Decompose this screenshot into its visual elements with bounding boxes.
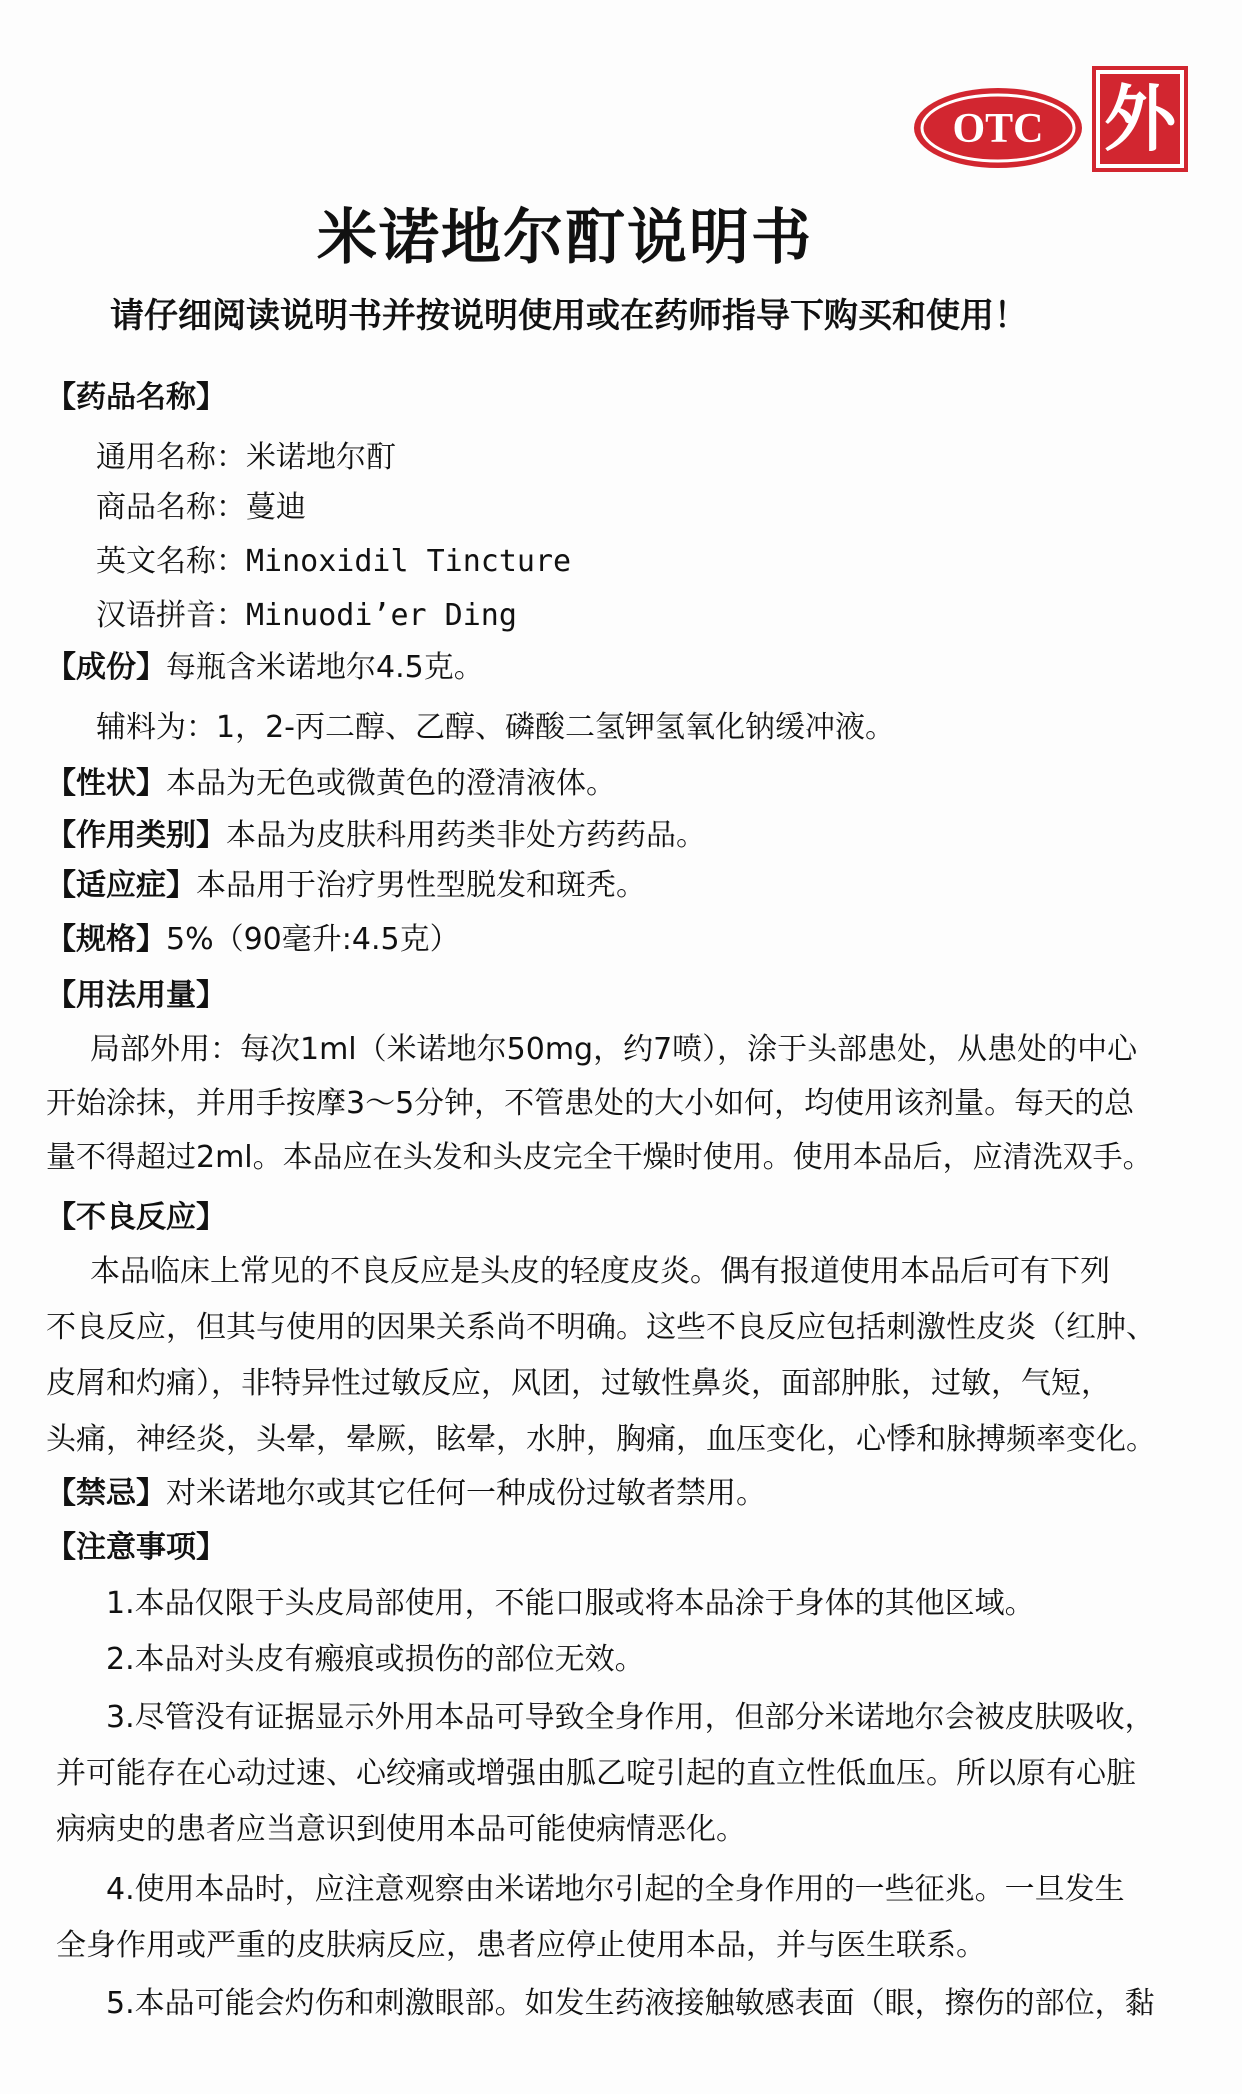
reading-notice: 请仔细阅读说明书并按说明使用或在药师指导下购买和使用！ xyxy=(110,296,1028,336)
caution-5-line-1: 5.本品可能会灼伤和刺激眼部。如发生药液接触敏感表面（眼，擦伤的部位，黏 xyxy=(106,1986,1155,2021)
section-heading-ingredients: 【成份】 xyxy=(46,650,166,685)
section-heading-spec: 【规格】 xyxy=(46,922,166,957)
adverse-line-3: 皮屑和灼痛），非特异性过敏反应，风团，过敏性鼻炎，面部肿胀，过敏，气短， xyxy=(46,1366,1111,1401)
adverse-line-2: 不良反应，但其与使用的因果关系尚不明确。这些不良反应包括刺激性皮炎（红肿、 xyxy=(46,1310,1156,1345)
spec-text: 5%（90毫升:4.5克） xyxy=(166,922,460,957)
indication-row xyxy=(46,866,646,906)
contra-text: 对米诺地尔或其它任何一种成份过敏者禁用。 xyxy=(166,1476,766,1511)
generic-name: 通用名称：米诺地尔酊 xyxy=(96,440,396,475)
section-heading-caution: 【注意事项】 xyxy=(46,1530,226,1565)
contra-row xyxy=(46,1474,766,1514)
caution-3-line-1: 3.尽管没有证据显示外用本品可导致全身作用，但部分米诺地尔会被皮肤吸收， xyxy=(106,1700,1155,1735)
otc-badge xyxy=(910,84,1086,172)
ingredients-text: 每瓶含米诺地尔4.5克。 xyxy=(166,650,484,685)
caution-2: 2.本品对头皮有瘢痕或损伤的部位无效。 xyxy=(106,1642,645,1677)
spec-row xyxy=(46,920,460,960)
caution-4-line-2: 全身作用或严重的皮肤病反应，患者应停止使用本品，并与医生联系。 xyxy=(56,1928,986,1963)
section-heading-name: 【药品名称】 xyxy=(46,380,226,415)
caution-1: 1.本品仅限于头皮局部使用，不能口服或将本品涂于身体的其他区域。 xyxy=(106,1586,1035,1621)
appearance-row xyxy=(46,764,616,804)
category-row xyxy=(46,816,706,856)
caution-4-line-1: 4.使用本品时，应注意观察由米诺地尔引起的全身作用的一些征兆。一旦发生 xyxy=(106,1872,1125,1907)
indication-text: 本品用于治疗男性型脱发和斑秃。 xyxy=(196,868,646,903)
pinyin-name xyxy=(96,596,517,636)
page-title: 米诺地尔酊说明书 xyxy=(317,203,813,273)
usage-line-3: 量不得超过2ml。本品应在头发和头皮完全干燥时使用。使用本品后，应清洗双手。 xyxy=(46,1140,1153,1175)
adverse-line-4: 头痛，神经炎，头晕，晕厥，眩晕，水肿，胸痛，血压变化，心悸和脉搏频率变化。 xyxy=(46,1422,1156,1457)
otc-badge-text: OTC xyxy=(952,106,1044,152)
category-text: 本品为皮肤科用药类非处方药药品。 xyxy=(226,818,706,853)
external-use-mark: 外 xyxy=(1100,74,1180,164)
section-heading-adverse: 【不良反应】 xyxy=(46,1200,226,1235)
section-heading-category: 【作用类别】 xyxy=(46,818,226,853)
trade-name: 商品名称：蔓迪 xyxy=(96,490,306,525)
external-use-badge xyxy=(1092,66,1188,172)
pinyin-value: Minuodi’er Ding xyxy=(246,598,517,633)
caution-3-line-2: 并可能存在心动过速、心绞痛或增强由胍乙啶引起的直立性低血压。所以原有心脏 xyxy=(56,1756,1136,1791)
usage-line-2: 开始涂抹，并用手按摩3～5分钟，不管患处的大小如何，均使用该剂量。每天的总 xyxy=(46,1086,1135,1121)
ingredients-row xyxy=(46,648,484,688)
excipients-text: 辅料为：1，2-丙二醇、乙醇、磷酸二氢钾氢氧化钠缓冲液。 xyxy=(96,710,895,745)
pinyin-label: 汉语拼音： xyxy=(96,598,246,633)
appearance-text: 本品为无色或微黄色的澄清液体。 xyxy=(166,766,616,801)
english-name-label: 英文名称： xyxy=(96,544,246,579)
section-heading-appearance: 【性状】 xyxy=(46,766,166,801)
caution-3-line-3: 病病史的患者应当意识到使用本品可能使病情恶化。 xyxy=(56,1812,746,1847)
english-name xyxy=(96,542,571,582)
section-heading-indication: 【适应症】 xyxy=(46,868,196,903)
adverse-line-1: 本品临床上常见的不良反应是头皮的轻度皮炎。偶有报道使用本品后可有下列 xyxy=(90,1254,1110,1289)
english-name-value: Minoxidil Tincture xyxy=(246,544,572,579)
usage-line-1: 局部外用：每次1ml（米诺地尔50mg，约7喷），涂于头部患处，从患处的中心 xyxy=(90,1032,1138,1067)
section-heading-contra: 【禁忌】 xyxy=(46,1476,166,1511)
section-heading-usage: 【用法用量】 xyxy=(46,978,226,1013)
